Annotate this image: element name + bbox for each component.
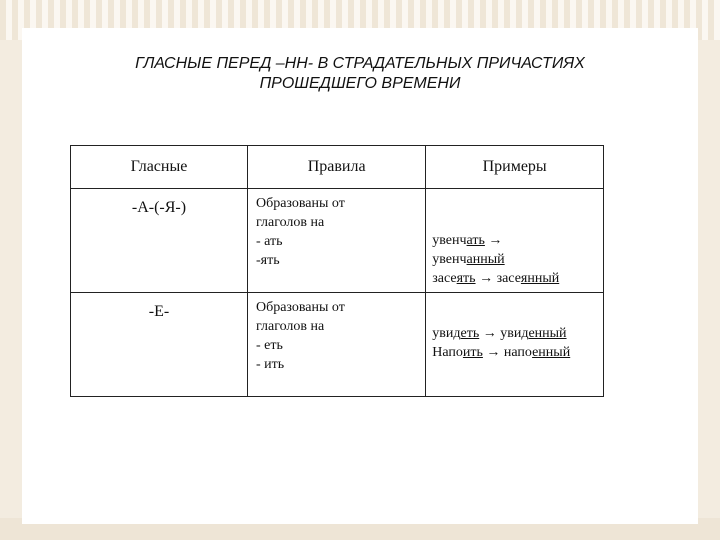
rule-line: - ать bbox=[255, 234, 283, 249]
example-stem: увенч bbox=[432, 252, 467, 267]
example-suffix-underlined: еть bbox=[460, 325, 480, 341]
rule-line: -ять bbox=[255, 253, 280, 268]
examples-cell bbox=[426, 189, 604, 293]
example-suffix-underlined: анный bbox=[466, 252, 505, 267]
example-line bbox=[432, 231, 603, 250]
header-examples: Примеры bbox=[426, 146, 604, 189]
rule-line: глаголов на bbox=[255, 215, 325, 230]
table-header-row bbox=[71, 146, 604, 189]
example-line bbox=[432, 269, 603, 288]
header-rules: Правила bbox=[247, 146, 425, 189]
example-stem: увид bbox=[432, 325, 461, 341]
title-line-2: ПРОШЕДШЕГО ВРЕМЕНИ bbox=[259, 75, 461, 92]
rule-line: Образованы от bbox=[255, 300, 345, 315]
title-line-1: ГЛАСНЫЕ ПЕРЕД –НН- В СТРАДАТЕЛЬНЫХ ПРИЧАСТИЯХ bbox=[135, 55, 585, 72]
vowel-cell: -А-(-Я-) bbox=[71, 189, 248, 293]
example-stem: увенч bbox=[432, 233, 467, 248]
header-vowels: Гласные bbox=[71, 146, 248, 189]
example-suffix-underlined: енный bbox=[532, 344, 571, 360]
example-stem: Напо bbox=[432, 344, 463, 360]
example-arrow: → bbox=[484, 233, 503, 248]
example-stem: засе bbox=[432, 271, 457, 286]
slide-title bbox=[22, 54, 698, 94]
rule-line: Образованы от bbox=[255, 196, 345, 211]
example-suffix-underlined: ать bbox=[466, 233, 485, 248]
rule-line: глаголов на bbox=[255, 319, 325, 334]
rule-line: - еть bbox=[255, 338, 283, 353]
slide bbox=[22, 28, 698, 524]
examples-cell bbox=[426, 293, 604, 397]
rules-table bbox=[70, 145, 604, 397]
rule-cell bbox=[247, 189, 425, 293]
example-arrow: → напо bbox=[482, 344, 533, 360]
example-line bbox=[432, 343, 603, 362]
example-arrow: → увид bbox=[479, 325, 529, 341]
example-suffix-underlined: енный bbox=[528, 325, 567, 341]
rule-line: - ить bbox=[255, 357, 285, 372]
example-arrow: → засе bbox=[475, 271, 521, 286]
rule-cell bbox=[247, 293, 425, 397]
table-row bbox=[71, 293, 604, 397]
example-suffix-underlined: ить bbox=[462, 344, 483, 360]
vowel-cell: -Е- bbox=[71, 293, 248, 397]
table-row bbox=[71, 189, 604, 293]
example-line bbox=[432, 250, 603, 269]
example-suffix-underlined: ять bbox=[456, 271, 476, 286]
example-suffix-underlined: янный bbox=[520, 271, 560, 286]
example-line bbox=[432, 324, 603, 343]
